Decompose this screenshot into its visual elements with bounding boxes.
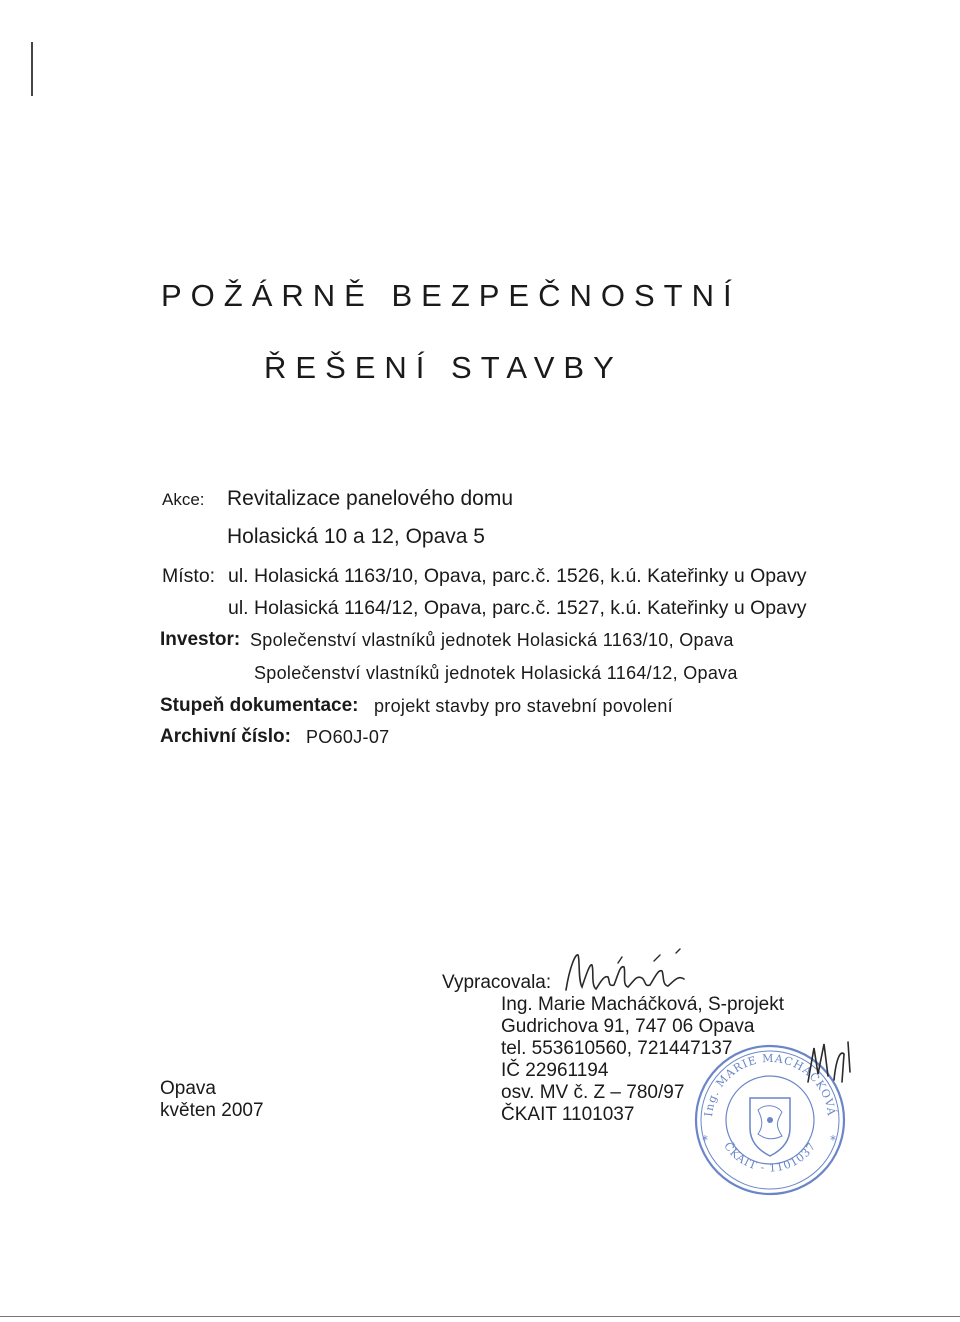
stamp-text-bottom: ČKAIT - 1101037 — [721, 1139, 819, 1175]
author-name: Ing. Marie Macháčková, S-projekt — [501, 994, 785, 1015]
archiv-label: Archivní číslo: — [160, 726, 291, 747]
title-line-1: POŽÁRNĚ BEZPEČNOSTNÍ — [161, 278, 741, 313]
signature — [558, 945, 708, 1000]
svg-text:*: * — [830, 1133, 836, 1147]
investor-label: Investor: — [160, 629, 241, 650]
misto-line-2: ul. Holasická 1164/12, Opava, parc.č. 1527, k.ú. Kateřinky u Opavy — [228, 597, 807, 619]
misto-label: Místo: — [162, 565, 216, 587]
title-line-2: ŘEŠENÍ STAVBY — [264, 350, 623, 385]
author-ic: IČ 22961194 — [501, 1060, 609, 1081]
akce-label: Akce: — [162, 490, 205, 509]
author-ckait: ČKAIT 1101037 — [501, 1104, 635, 1125]
investor-line-2: Společenství vlastníků jednotek Holasická 1164/12, Opava — [254, 663, 738, 683]
akce-line-2: Holasická 10 a 12, Opava 5 — [227, 525, 485, 548]
stamp-signature — [800, 1030, 860, 1090]
archiv-value: PO60J-07 — [306, 727, 390, 747]
investor-line-1: Společenství vlastníků jednotek Holasická 1163/10, Opava — [250, 630, 734, 650]
author-address: Gudrichova 91, 747 06 Opava — [501, 1016, 755, 1037]
author-label: Vypracovala: — [442, 972, 552, 993]
stupen-value: projekt stavby pro stavební povolení — [374, 696, 673, 716]
svg-text:*: * — [702, 1133, 708, 1147]
misto-line-1: ul. Holasická 1163/10, Opava, parc.č. 1526, k.ú. Kateřinky u Opavy — [228, 565, 807, 587]
author-osv: osv. MV č. Z – 780/97 — [501, 1082, 685, 1103]
footer-date: květen 2007 — [160, 1100, 264, 1121]
stupen-label: Stupeň dokumentace: — [160, 695, 359, 716]
footer-place: Opava — [160, 1078, 216, 1099]
author-tel: tel. 553610560, 721447137 — [501, 1038, 733, 1059]
akce-line-1: Revitalizace panelového domu — [227, 487, 514, 510]
stamp-text-top: Ing. MARIE MACHÁČKOVÁ — [702, 1051, 838, 1118]
scan-line-bottom — [0, 1316, 960, 1317]
scan-mark-top — [31, 42, 33, 96]
